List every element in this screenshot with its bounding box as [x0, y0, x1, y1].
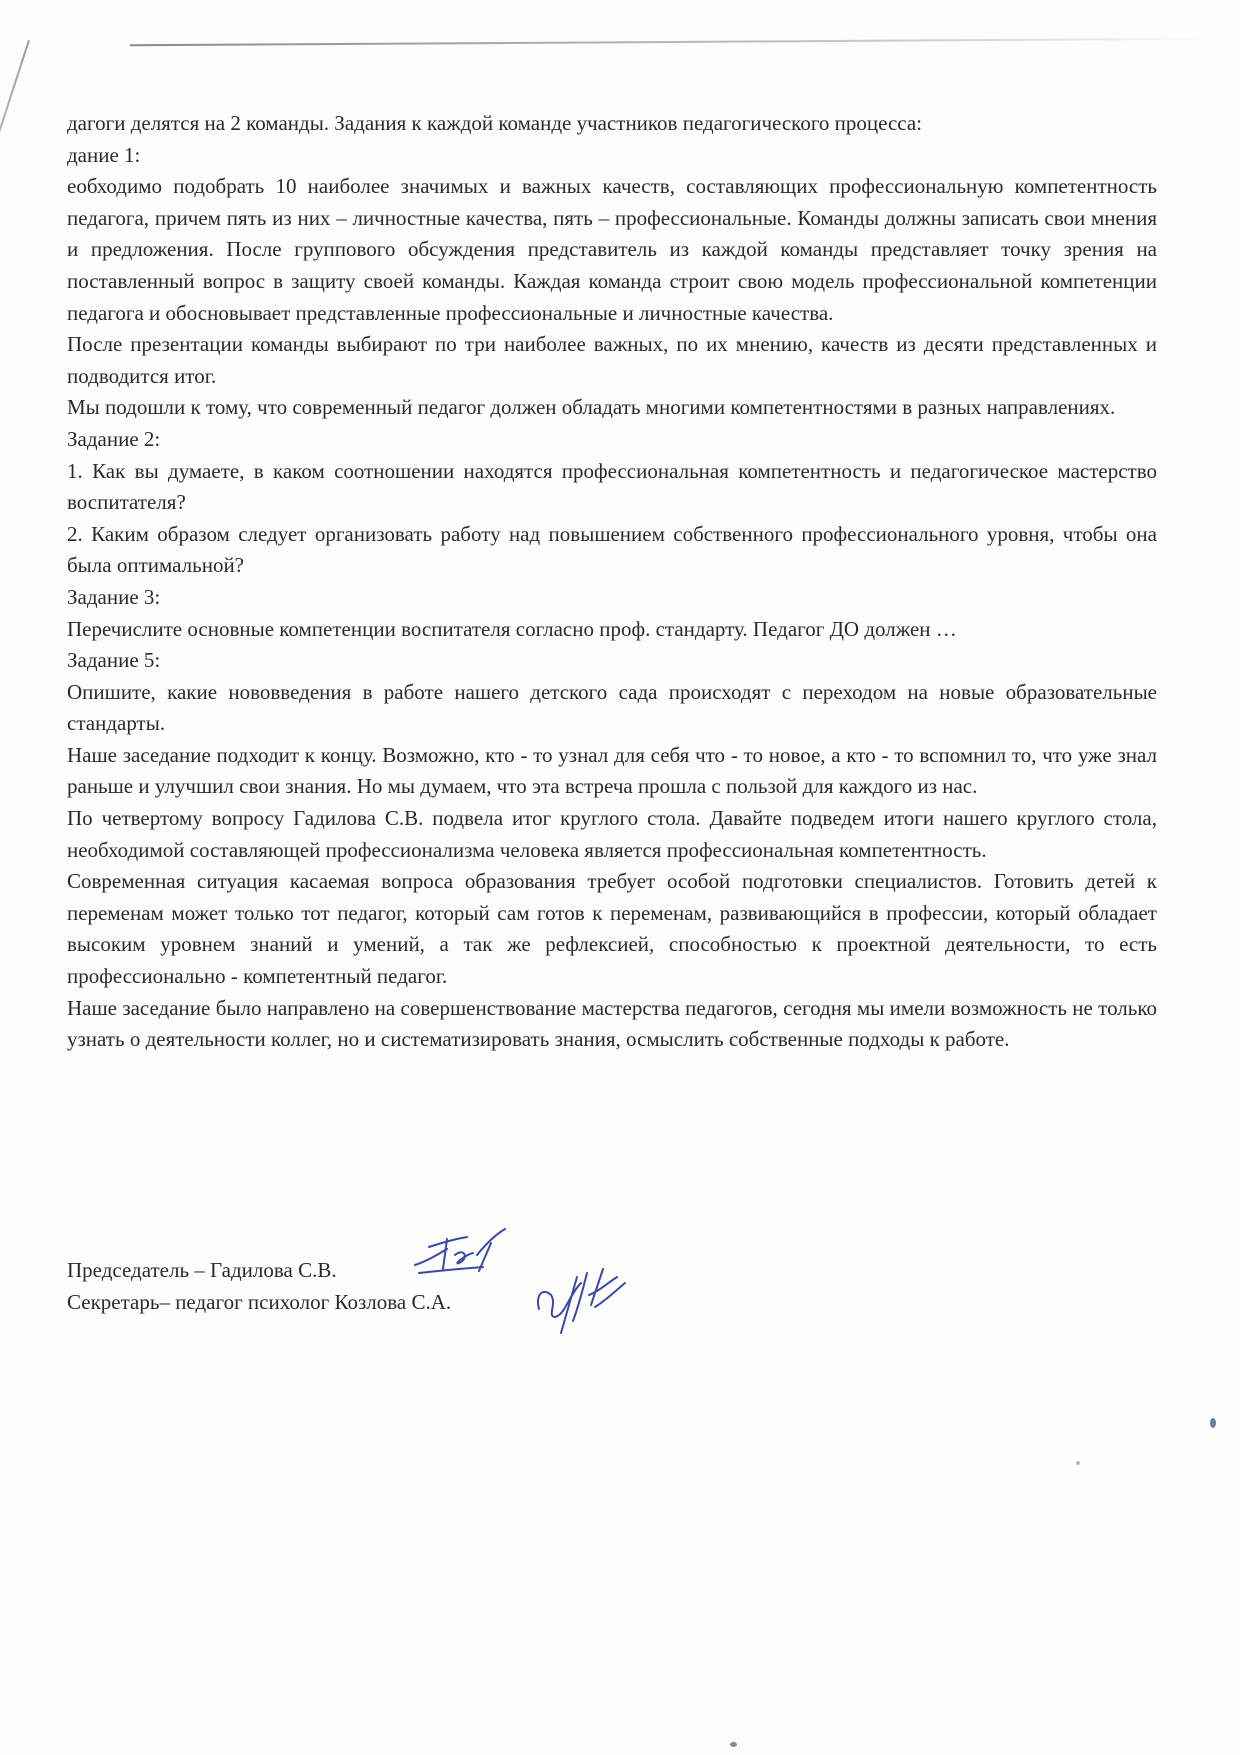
paragraph-presentation: После презентации команды выбирают по три наиболее важных, по их мнению, качеств из десяти представленных и подводится итог. — [67, 332, 1157, 388]
heading-task-1: дание 1: — [67, 142, 141, 167]
paragraph-task-5: Опишите, какие нововведения в работе нашего детского сада происходят с переходом на новые образовательные стандарты. — [67, 679, 1157, 736]
scan-speck — [730, 1742, 737, 1747]
paragraph-modern-situation: Современная ситуация касаемая вопроса образования требует особой подготовки специалистов. Готовить детей к переменам может только тот педагог, который сам готов к переменам, развивающийся в профессии, который обладает высоким уровнем знаний и умений, а так же рефлексией, способностью к проектной деятельности, то есть профессионально - компетентный педагог. — [67, 869, 1157, 989]
secretary-signature — [525, 1265, 635, 1345]
secretary-line — [67, 1287, 1157, 1319]
chairman-label: Председатель – Гадилова С.В. — [67, 1258, 337, 1282]
paragraph-meeting-purpose: Наше заседание было направлено на совершенствование мастерства педагогов, сегодня мы имели возможность не только узнать о деятельности коллег, но и систематизировать знания, осмыслить собственные подходы к работе. — [67, 995, 1157, 1052]
scan-speck — [1076, 1461, 1080, 1465]
signature-block — [67, 1255, 1157, 1318]
heading-task-5: Задание 5: — [67, 648, 161, 673]
paragraph-teams-intro: дагоги делятся на 2 команды. Задания к каждой команде участников педагогического процесса: — [67, 111, 923, 135]
question-2: 2. Каким образом следует организовать работу над повышением собственного профессионального уровня, чтобы она была оптимальной? — [67, 521, 1157, 578]
secretary-label: Секретарь– педагог психолог Козлова С.А. — [67, 1289, 452, 1314]
question-1: 1. Как вы думаете, в каком соотношении находятся профессиональная компетентность и педагогическое мастерство воспитателя? — [67, 458, 1157, 515]
scan-edge-left — [0, 40, 30, 364]
document-body — [67, 108, 1157, 1056]
scan-edge-top — [130, 38, 1210, 47]
heading-task-2: Задание 2: — [67, 426, 161, 451]
paragraph-task-1: еобходимо подобрать 10 наиболее значимых и важных качеств, составляющих профессиональную компетентность педагога, причем пять из них – личностные качества, пять – профессиональные. Команды должны записать свои мнения и предложения. После группового обсуждения представитель из каждой команды представляет точку зрения на поставленный вопрос в защиту своей команды. Каждая команда строит свою модель профессиональной компетенции педагога и обосновывает представленные профессиональные и личностные качества. — [67, 174, 1157, 325]
paragraph-task-3: Перечислите основные компетенции воспитателя согласно проф. стандарту. Педагог ДО должен … — [67, 616, 957, 641]
scan-speck — [1210, 1418, 1216, 1428]
chairman-signature — [407, 1225, 517, 1285]
heading-task-3: Задание 3: — [67, 584, 161, 609]
paragraph-fourth-question: По четвертому вопросу Гадилова С.В. подвела итог круглого стола. Давайте подведем итоги нашего круглого стола, необходимой составляющей профессионализма человека является профессиональная компетентность. — [67, 806, 1157, 862]
paragraph-meeting-end: Наше заседание подходит к концу. Возможно, кто - то узнал для себя что - то новое, а кто - то вспомнил то, что уже знал раньше и улучшил свои знания. Но мы думаем, что эта встреча прошла с пользой для каждого из нас. — [67, 742, 1157, 799]
paragraph-conclusion-1: Мы подошли к тому, что современный педагог должен обладать многими компетентностями в разных направлениях. — [67, 395, 1116, 420]
